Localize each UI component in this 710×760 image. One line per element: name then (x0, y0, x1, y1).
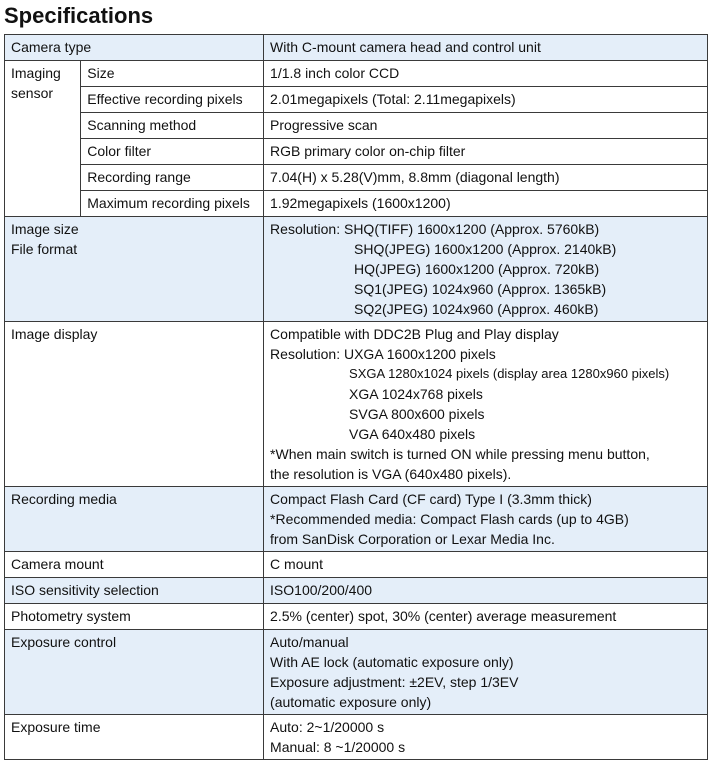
row-value (264, 322, 708, 487)
label-line: Image size (11, 221, 79, 237)
table-row (5, 87, 708, 113)
sub-label: Color filter (81, 139, 264, 165)
value-line: Auto: 2~1/20000 s (270, 719, 385, 735)
label-line: Imaging (11, 65, 61, 81)
row-label: Photometry system (5, 604, 264, 630)
value-line: SQ1(JPEG) 1024x960 (Approx. 1365kB) (354, 281, 607, 297)
row-label: Camera type (5, 35, 264, 61)
row-label: Recording media (5, 487, 264, 552)
row-label: Exposure time (5, 715, 264, 760)
row-label: Camera mount (5, 552, 264, 578)
value-line: Exposure adjustment: ±2EV, step 1/3EV (270, 674, 519, 690)
table-row (5, 578, 708, 604)
row-value: 1.92megapixels (1600x1200) (264, 191, 708, 217)
row-value (264, 715, 708, 760)
row-value: 2.01megapixels (Total: 2.11megapixels) (264, 87, 708, 113)
row-value: RGB primary color on-chip filter (264, 139, 708, 165)
value-line: With AE lock (automatic exposure only) (270, 654, 514, 670)
row-value: Progressive scan (264, 113, 708, 139)
row-value: 1/1.8 inch color CCD (264, 61, 708, 87)
table-row (5, 487, 708, 552)
sub-label: Maximum recording pixels (81, 191, 264, 217)
value-line: Resolution: UXGA 1600x1200 pixels (270, 346, 496, 362)
row-label (5, 217, 264, 322)
value-line: SQ2(JPEG) 1024x960 (Approx. 460kB) (354, 301, 599, 317)
row-value (264, 217, 708, 322)
value-line: Compatible with DDC2B Plug and Play display (270, 326, 559, 342)
table-row (5, 604, 708, 630)
sub-label: Scanning method (81, 113, 264, 139)
table-row (5, 61, 708, 87)
row-value: 7.04(H) x 5.28(V)mm, 8.8mm (diagonal length) (264, 165, 708, 191)
row-label (5, 61, 81, 217)
row-label: ISO sensitivity selection (5, 578, 264, 604)
value-line: Compact Flash Card (CF card) Type I (3.3mm thick) (270, 491, 592, 507)
value-line: (automatic exposure only) (270, 694, 432, 710)
table-row (5, 35, 708, 61)
value-line: HQ(JPEG) 1600x1200 (Approx. 720kB) (354, 261, 600, 277)
table-row (5, 165, 708, 191)
table-row (5, 715, 708, 760)
row-value: With C-mount camera head and control unit (264, 35, 708, 61)
row-value (264, 630, 708, 715)
table-row (5, 217, 708, 322)
value-line: SVGA 800x600 pixels (349, 406, 485, 422)
table-row (5, 552, 708, 578)
page-title: Specifications (4, 3, 154, 28)
table-row (5, 113, 708, 139)
table-row (5, 139, 708, 165)
value-line: SHQ(JPEG) 1600x1200 (Approx. 2140kB) (354, 241, 617, 257)
row-value: 2.5% (center) spot, 30% (center) average measurement (264, 604, 708, 630)
table-row (5, 630, 708, 715)
sub-label: Size (81, 61, 264, 87)
value-line: *When main switch is turned ON while pressing menu button, (270, 446, 650, 462)
value-line: the resolution is VGA (640x480 pixels). (270, 466, 512, 482)
value-line: XGA 1024x768 pixels (349, 386, 483, 402)
label-line: sensor (11, 85, 54, 101)
row-label: Image display (5, 322, 264, 487)
row-value: C mount (264, 552, 708, 578)
specifications-table (4, 34, 708, 760)
label-line: File format (11, 241, 78, 257)
value-line: SXGA 1280x1024 pixels (display area 1280x960 pixels) (349, 366, 670, 381)
table-row (5, 322, 708, 487)
value-line: Auto/manual (270, 634, 349, 650)
row-value: ISO100/200/400 (264, 578, 708, 604)
row-value (264, 487, 708, 552)
value-line: VGA 640x480 pixels (349, 426, 476, 442)
value-line: *Recommended media: Compact Flash cards (up to 4GB) (270, 511, 629, 527)
sub-label: Effective recording pixels (81, 87, 264, 113)
value-line: Resolution: SHQ(TIFF) 1600x1200 (Approx. 5760kB) (270, 221, 600, 237)
table-row (5, 191, 708, 217)
sub-label: Recording range (81, 165, 264, 191)
row-label: Exposure control (5, 630, 264, 715)
value-line: from SanDisk Corporation or Lexar Media Inc. (270, 531, 555, 547)
value-line: Manual: 8 ~1/20000 s (270, 739, 406, 755)
